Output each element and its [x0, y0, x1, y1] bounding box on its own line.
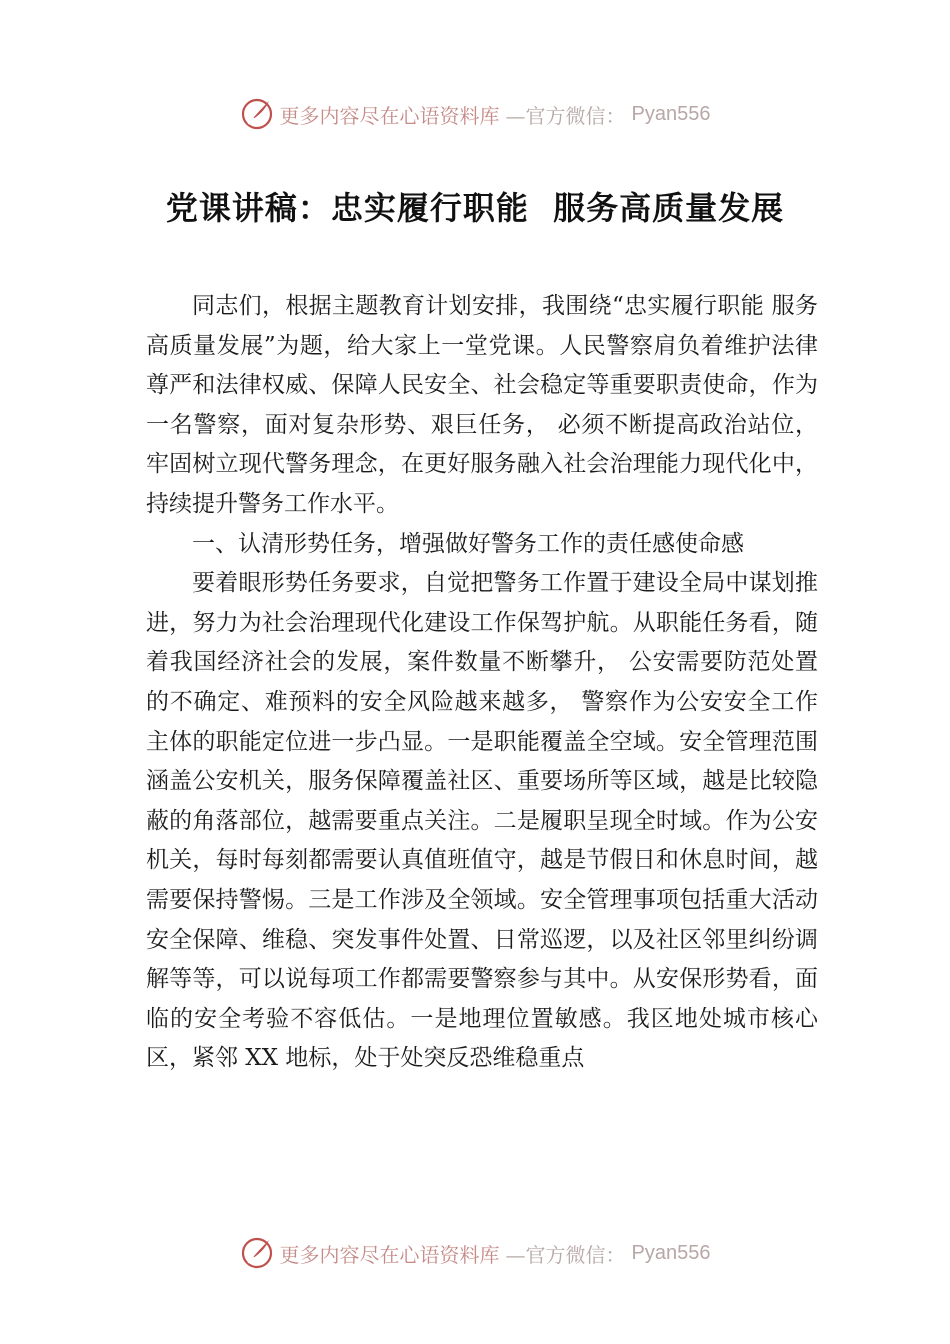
header-promo-text: 更多内容尽在心语资料库: [279, 103, 500, 128]
footer-promo-text: 更多内容尽在心语资料库: [279, 1242, 500, 1267]
paragraph-intro: 同志们，根据主题教育计划安排，我围绕“忠实履行职能 服务高质量发展”为题，给大家上一堂党课。人民警察肩负着维护法律尊严和法律权威、保障人民安全、社会稳定等重要职责使命，作为一名警察，面对复杂形势、艰巨任务， 必须不断提高政治站位，牢固树立现代警务理念，在更好服务融入社会治理能力现代化中，持续提升警务工作水平。: [146, 293, 818, 517]
paragraph-section-1: 要着眼形势任务要求，自觉把警务工作置于建设全局中谋划推进，努力为社会治理现代化建设工作保驾护航。从职能任务看，随着我国经济社会的发展，案件数量不断攀升， 公安需要防范处置的不确定、难预料的安全风险越来越多， 警察作为公安安全工作主体的职能定位进一步凸显。一是职能覆盖全空域。安全管理范围涵盖公安机关，服务保障覆盖社区、重要场所等区域，越是比较隐蔽的角落部位，越需要重点关注。二是履职呈现全时域。作为公安机关，每时每刻都需要认真值班值守，越是节假日和休息时间，越需要保持警惕。三是工作涉及全领域。安全管理事项包括重大活动安全保障、维稳、突发事件处置、日常巡逻，以及社区邻里纠纷调解等等，可以说每项工作都需要警察参与其中。从安保形势看，面临的安全考验不容低估。一是地理位置敏感。我区地处城市核心区，紧邻 XX 地标，处于处突反恐维稳重点: [146, 570, 818, 1072]
document-title: 党课讲稿：忠实履行职能 服务高质量发展: [165, 189, 785, 227]
footer-wechat-handle: Pyan556: [631, 1241, 711, 1264]
footer-wechat-label: —官方微信：: [505, 1242, 626, 1267]
header-watermark: [0, 94, 950, 134]
header-wechat-label: —官方微信：: [505, 103, 626, 128]
footer-watermark: [0, 1233, 950, 1273]
quill-logo-icon: [240, 1236, 274, 1270]
section-heading-1: 一、认清形势任务，增强做好警务工作的责任感使命感: [192, 530, 744, 557]
header-wechat-handle: Pyan556: [631, 102, 711, 125]
quill-logo-icon: [240, 97, 274, 131]
document-body: [146, 287, 818, 1079]
